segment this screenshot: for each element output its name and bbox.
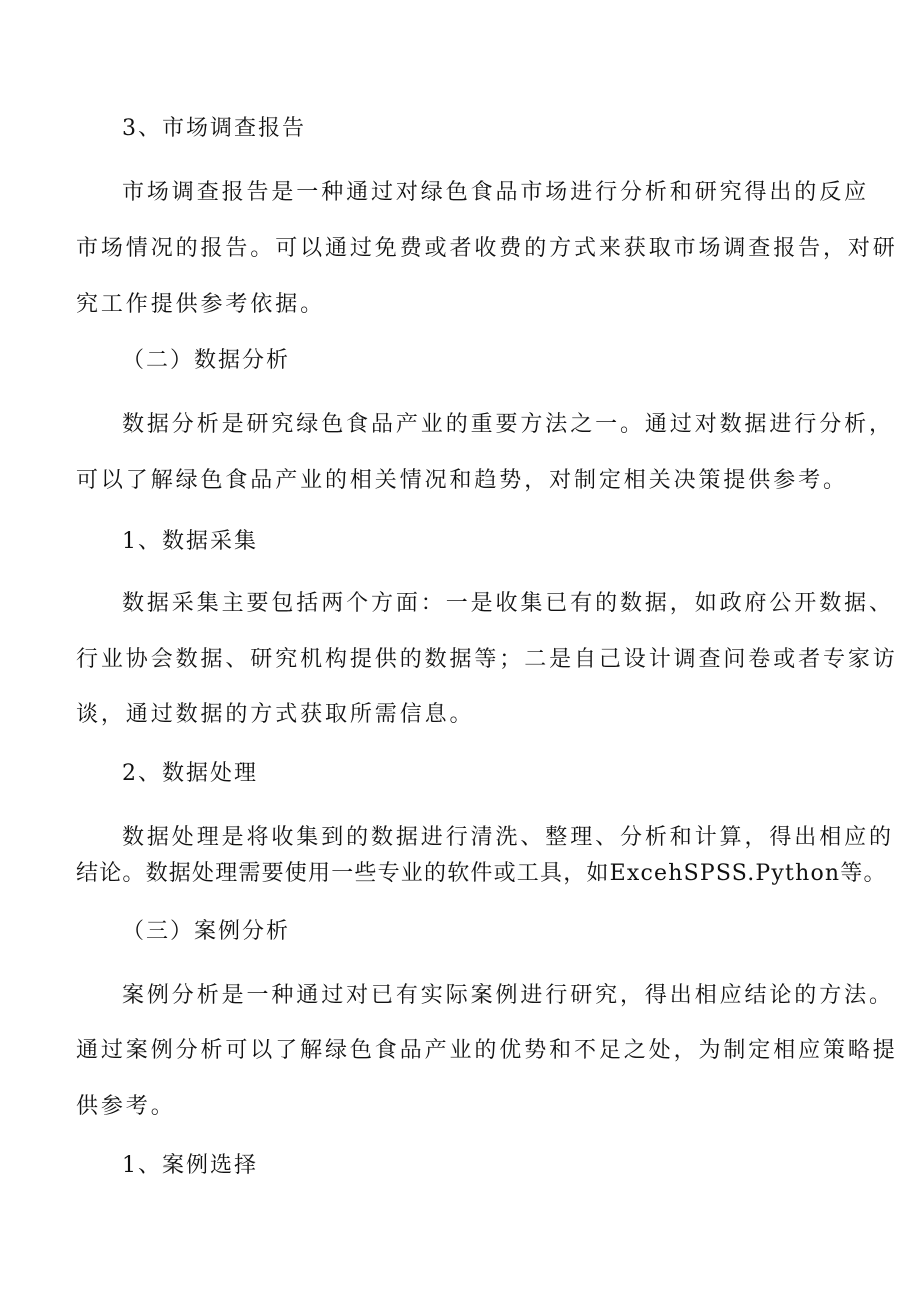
paragraph-line: 数据采集主要包括两个方面：一是收集已有的数据，如政府公开数据、 xyxy=(122,591,894,616)
section-heading: 1、数据采集 xyxy=(122,529,258,554)
paragraph-line: 可以了解绿色食品产业的相关情况和趋势，对制定相关决策提供参考。 xyxy=(76,468,848,493)
paragraph-line: 谈，通过数据的方式获取所需信息。 xyxy=(76,702,475,727)
section-heading: 1、案例选择 xyxy=(122,1153,258,1178)
section-heading: （二）数据分析 xyxy=(122,348,291,373)
section-heading: 3、市场调查报告 xyxy=(122,116,306,141)
paragraph-line: 通过案例分析可以了解绿色食品产业的优势和不足之处，为制定相应策略提 xyxy=(76,1038,898,1063)
paragraph-line: 行业协会数据、研究机构提供的数据等；二是自己设计调查问卷或者专家访 xyxy=(76,647,898,672)
section-heading: （三）案例分析 xyxy=(122,919,291,944)
paragraph-line: 数据处理是将收集到的数据进行清洗、整理、分析和计算，得出相应的 xyxy=(122,825,894,850)
paragraph-line: 数据分析是研究绿色食品产业的重要方法之一。通过对数据进行分析， xyxy=(122,412,894,437)
paragraph-line: 究工作提供参考依据。 xyxy=(76,292,326,317)
paragraph-line: 市场情况的报告。可以通过免费或者收费的方式来获取市场调查报告，对研 xyxy=(76,236,898,261)
paragraph-line: 案例分析是一种通过对已有实际案例进行研究，得出相应结论的方法。 xyxy=(122,983,894,1008)
section-heading: 2、数据处理 xyxy=(122,761,258,786)
paragraph-line: 市场调查报告是一种通过对绿色食品市场进行分析和研究得出的反应 xyxy=(122,180,870,205)
paragraph-line: 供参考。 xyxy=(76,1094,176,1119)
paragraph-line: 结论。数据处理需要使用一些专业的软件或工具，如ExcehSPSS.Python等。 xyxy=(76,861,887,886)
